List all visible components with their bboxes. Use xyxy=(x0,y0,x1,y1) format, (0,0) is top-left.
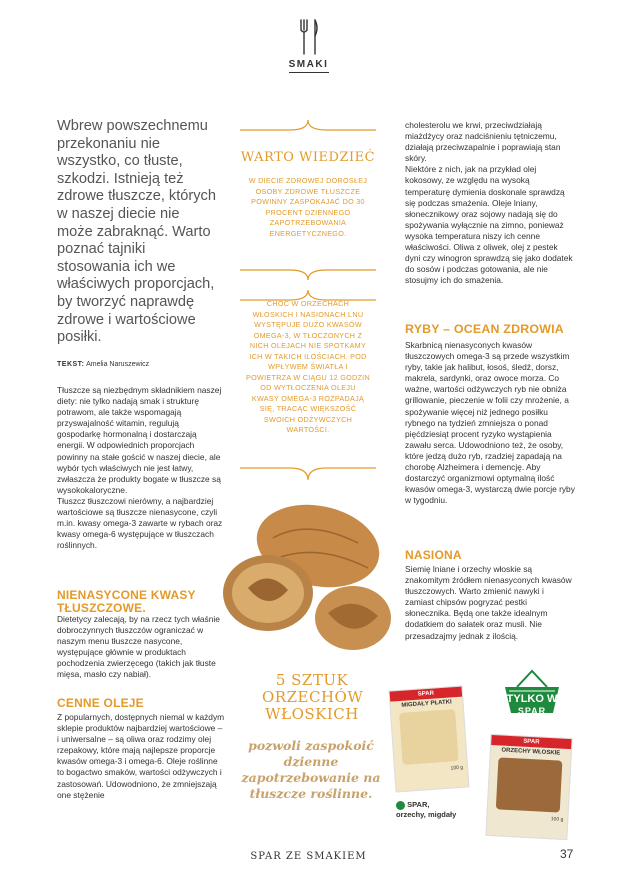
paragraph: Siemię lniane i orzechy włoskie są znakomitym źródłem nienasyconych kwasów tłuszczowych. Warto zmienić nawyki i zamiast chipsów pogryzać pestki słonecznika. Będą one także idealnym dodatkiem do sałatek oraz musli. Nie przesadzajmy jednak z ilością. xyxy=(405,564,572,641)
heading-fish: RYBY – OCEAN ZDROWIA xyxy=(405,322,564,336)
section-label: SMAKI xyxy=(288,59,329,70)
pack-brand: SPAR xyxy=(390,687,463,702)
box-text-1: W DIECIE ZDROWEJ DOROSŁEJ OSOBY ZDROWE TŁUSZCZE POWINNY ZASPOKAJAĆ DO 30 PROCENT DZIENNEGO ZAPOTRZEBOWANIA ENERGETYCZNEGO. xyxy=(248,176,368,238)
caption-brand: SPAR, xyxy=(407,800,430,809)
badge-line2: SPAR xyxy=(517,706,547,716)
column-left-2 xyxy=(57,614,225,681)
author-name: Amelia Naruszewicz xyxy=(86,361,150,368)
heading-unsaturated: NIENASYCONE KWASY TŁUSZCZOWE. xyxy=(57,588,196,615)
author-line xyxy=(57,361,149,368)
promo-headline: 5 SZTUK ORZECHÓW WŁOSKICH xyxy=(262,671,364,723)
box-text-2: CHOĆ W ORZECHACH WŁOSKICH I NASIONACH LNU WYSTĘPUJE DUŻO KWASÓW OMEGA-3, W TŁOCZONYCH Z NICH OLEJACH NIE SPOTKAMY ICH W TAKICH ILOŚCIACH. POD WPŁYWEM ŚWIATŁA I POWIETRZA W CIĄGU 12 GODZIN OD WYTŁOCZENIA OLEJU KWASY OMEGA-3 ROZPADAJĄ SIĘ, TRACĄC WIĘKSZOŚĆ SWOICH ODŻYWCZYCH WARTOŚCI. xyxy=(246,299,370,434)
column-right xyxy=(405,120,575,286)
heading-seeds: NASIONA xyxy=(405,548,462,562)
pack-weight: 100 g xyxy=(450,764,464,772)
column-right-2 xyxy=(405,340,575,506)
product-almonds xyxy=(389,686,470,793)
pack-name: ORZECHY WŁOSKIE xyxy=(501,747,561,757)
column-left xyxy=(57,385,225,551)
footer-title: SPAR ZE SMAKIEM xyxy=(250,851,367,862)
author-label: TEKST: xyxy=(57,361,85,368)
product-caption xyxy=(396,800,496,819)
paragraph: Z popularnych, dostępnych niemal w każdym sklepie produktów najbardziej wartościowe – i uniwersalne – są oliwa oraz rodzimy olej rzepakowy, które mają najlepsze proporcje kwasów omega-3 i omega-6. Oleje roślinne to bogactwo smaków, wartości odżywczych i zastosowań. Udowodniono, że zmniejszają one stężenie xyxy=(57,712,225,800)
heading-oils: CENNE OLEJE xyxy=(57,696,144,710)
header-rule xyxy=(289,72,329,73)
paragraph: Tłuszcze są niezbędnym składnikiem naszej diety: nie tylko nadają smak i strukturę potrawom, ale także wspomagają przyswajalność witamin, regulują gospodarkę hormonalną i dostarczają energii. W odpowiednich proporcjach powinny na stałe gościć w naszej diecie, ale wybór tych właściwych nie jest łatwy, zwłaszcza że produkty bogate w tłuszcze są wysokokaloryczne. xyxy=(57,385,222,495)
badge-line1: TYLKO W xyxy=(506,693,558,705)
promo-script: pozwoli zaspokoić dzienne zapotrzebowanie na tłuszcze roślinne. xyxy=(241,738,381,801)
pack-weight: 100 g xyxy=(550,816,564,823)
walnut-illustration xyxy=(218,498,398,658)
caption-text: orzechy, migdały xyxy=(396,809,457,819)
paragraph: Skarbnicą nienasyconych kwasów tłuszczowych omega-3 są przede wszystkim ryby, takie jak halibut, łosoś, śledź, dorsz, makrela, sardynki, oraz owoce morza. Co ważne, wartości odżywczych ryb nie obniża grillowanie, pieczenie w folii czy mrożenie, a spożywanie więcej niż jednego posiłku rybnego na tydzień zmniejsza o ponad pięćdziesiąt procent ryzyko wystąpienia zawału serca. Udowodniono też, że osoby, które jedzą dużo ryb, rzadziej zapadają na chorobę Alzheimera i demencję. Aby dostarczyć organizmowi optymalną ilość kwasów omega-3, wystarczą dwie porcje ryby w tygodniu. xyxy=(405,340,575,506)
cutlery-icon xyxy=(296,18,322,56)
spar-badge xyxy=(497,665,567,735)
spar-logo-icon xyxy=(396,801,405,810)
column-right-3 xyxy=(405,564,575,642)
column-left-3 xyxy=(57,712,225,801)
box-title: WARTO WIEDZIEĆ xyxy=(240,150,376,165)
paragraph: cholesterolu we krwi, przeciwdziałają miażdżycy oraz nadciśnieniu tętniczemu, działają przeciwzapalnie i poprawiają stan skóry. xyxy=(405,120,561,164)
intro-lead: Wbrew powszechnemu przekonaniu nie wszystko, co tłuste, szkodzi. Istnieją też zdrowe tłuszcze, których w naszej diecie nie może zabraknąć. Warto poznać tajniki stosowania ich we właściwych proporcjach, by tworzyć naprawdę zdrowe i wartościowe posiłki. xyxy=(57,118,216,346)
paragraph: Tłuszcz tłuszczowi nierówny, a najbardziej wartościowe są tłuszcze nienasycone, czyli m.in. kwasy omega-3 zawarte w rybach oraz kwasy omega-6 występujące w tłuszczach roślinnych. xyxy=(57,495,223,551)
product-walnuts xyxy=(485,734,572,840)
pack-name: MIGDAŁY PŁATKI xyxy=(401,699,452,709)
pack-brand: SPAR xyxy=(491,735,571,749)
paragraph: Niektóre z nich, jak na przykład olej kokosowy, ze względu na wysoką temperaturę dymienia doskonale sprawdzą się podczas smażenia. Oleje lniany, słonecznikowy oraz sojowy nadają się do spożywania wyłącznie na zimno, ponieważ wysoka temperatura niszy ich cenne właściwości. Oliwa z oliwek, olej z pestek dyni czy winogron sprawdzą się jako dodatek do sosów i podczas gotowania, ale nie stosujmy ich do smażenia. xyxy=(405,164,573,286)
paragraph: Dietetycy zalecają, by na rzecz tych właśnie dobroczynnych tłuszczów ograniczać w naszym menu tłuszcze nasycone, występujące głównie w produktach pochodzenia zwierzęcego (takich jak tłuste mięsa, masło czy nabiał). xyxy=(57,614,220,680)
page-number: 37 xyxy=(560,847,574,861)
